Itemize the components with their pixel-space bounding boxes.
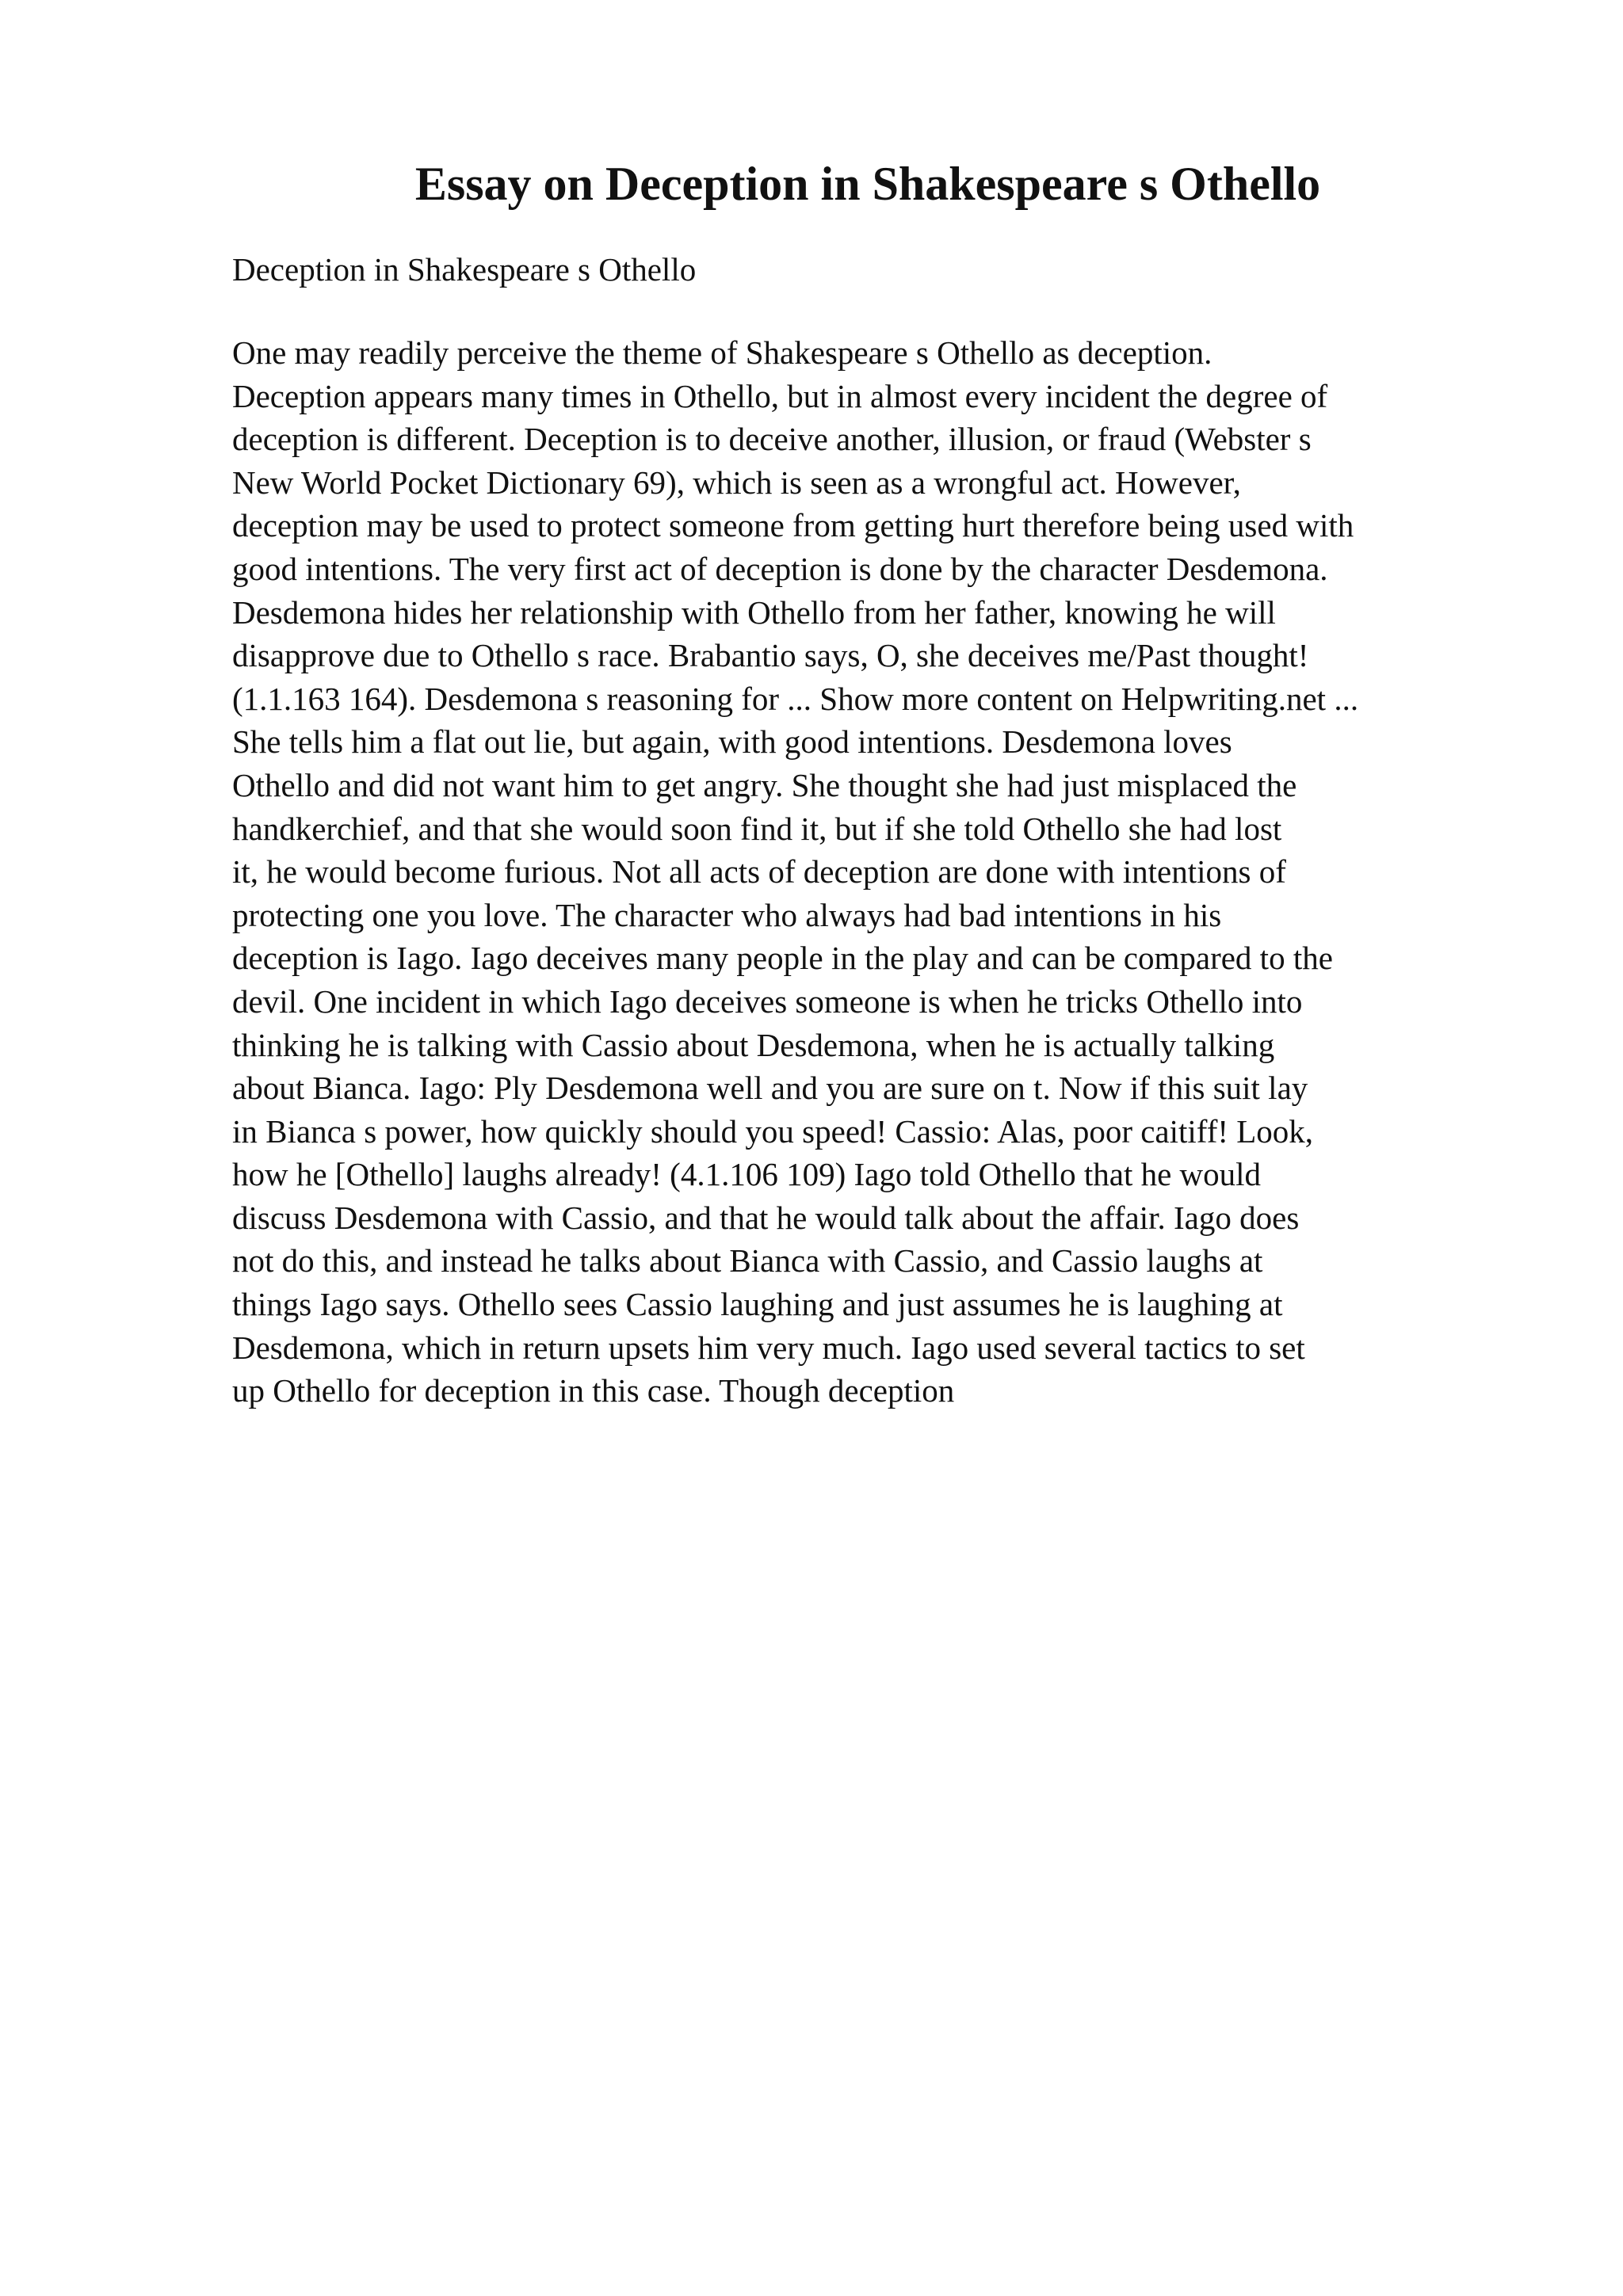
body-line: it, he would become furious. Not all acts of deception are done with intentions of (232, 853, 1286, 891)
body-line: deception is different. Deception is to deceive another, illusion, or fraud (Webster s (232, 421, 1312, 458)
body-line: deception is Iago. Iago deceives many people in the play and can be compared to the (232, 940, 1333, 977)
body-line: One may readily perceive the theme of Shakespeare s Othello as deception. (232, 334, 1212, 371)
body-line: devil. One incident in which Iago deceives someone is when he tricks Othello into (232, 982, 1303, 1020)
body-line: New World Pocket Dictionary 69), which is seen as a wrongful act. However, (232, 463, 1241, 501)
body-line: Desdemona hides her relationship with Othello from her father, knowing he will (232, 593, 1276, 631)
body-line: deception may be used to protect someone from getting hurt therefore being used with (232, 507, 1354, 544)
body-line: Deception appears many times in Othello, but in almost every incident the degree of (232, 377, 1328, 414)
page-title: Essay on Deception in Shakespeare s Othello (414, 158, 1321, 210)
body-line: discuss Desdemona with Cassio, and that he would talk about the affair. Iago does (232, 1199, 1300, 1236)
body-line: about Bianca. Iago: Ply Desdemona well and you are sure on t. Now if this suit lay (232, 1070, 1308, 1107)
body-line: She tells him a flat out lie, but again, with good intentions. Desdemona loves (232, 723, 1232, 761)
body-line: disapprove due to Othello s race. Brabantio says, O, she deceives me/Past thought! (232, 637, 1309, 674)
body-line: protecting one you love. The character who always had bad intentions in his (232, 896, 1222, 933)
body-line: Othello and did not want him to get angry. She thought she had just misplaced the (232, 766, 1297, 803)
body-line: good intentions. The very first act of deception is done by the character Desdemona. (232, 550, 1328, 587)
body-line: (1.1.163 164). Desdemona s reasoning for ... Show more content on Helpwriting.net ... (232, 680, 1359, 717)
body-line: up Othello for deception in this case. Though deception (232, 1372, 955, 1409)
body-line: how he [Othello] laughs already! (4.1.106 109) Iago told Othello that he would (232, 1156, 1262, 1193)
essay-subtitle: Deception in Shakespeare s Othello (232, 251, 697, 288)
body-line: Desdemona, which in return upsets him very much. Iago used several tactics to set (232, 1329, 1305, 1366)
body-line: things Iago says. Othello sees Cassio laughing and just assumes he is laughing at (232, 1286, 1283, 1323)
essay-body (232, 331, 1595, 1413)
body-line: not do this, and instead he talks about Bianca with Cassio, and Cassio laughs at (232, 1242, 1263, 1280)
body-line: in Bianca s power, how quickly should you speed! Cassio: Alas, poor caitiff! Look, (232, 1112, 1314, 1150)
body-line: thinking he is talking with Cassio about Desdemona, when he is actually talking (232, 1026, 1275, 1063)
body-line: handkerchief, and that she would soon find it, but if she told Othello she had lost (232, 810, 1282, 847)
